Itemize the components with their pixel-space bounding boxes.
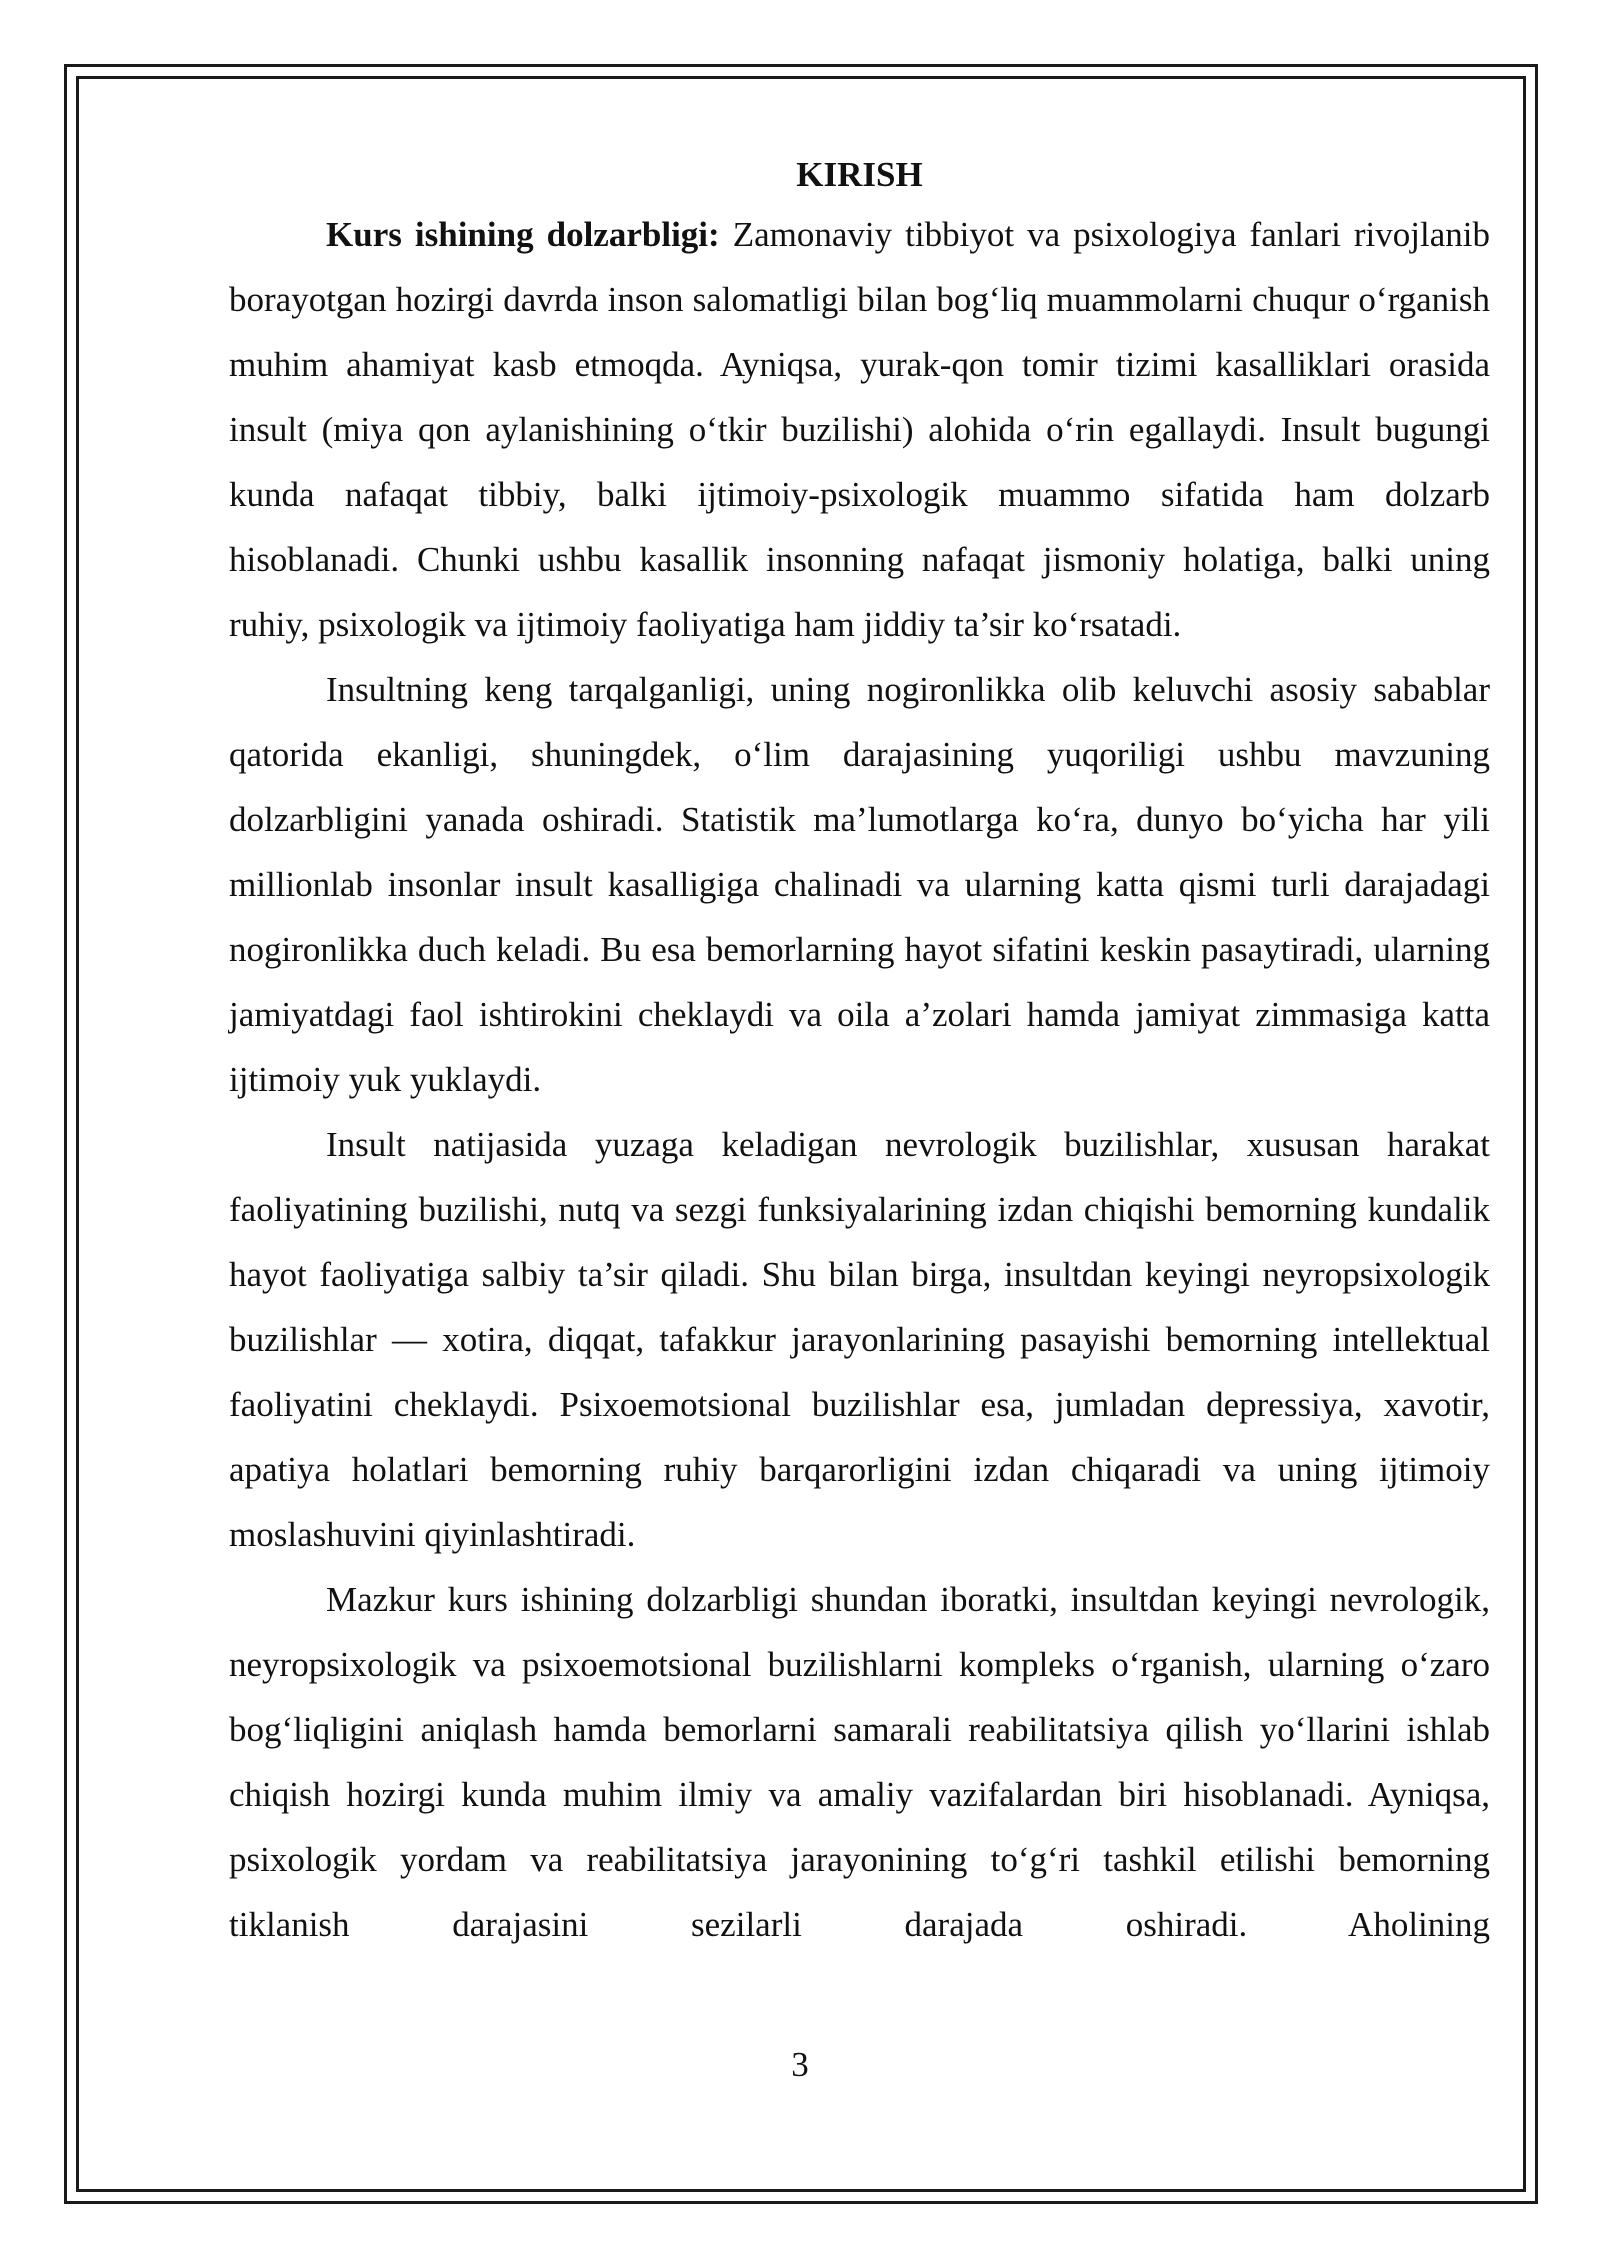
page-number: 3 (791, 2045, 809, 2084)
paragraph-relevance (229, 202, 1490, 657)
document-body (229, 148, 1490, 1957)
paragraph-disorders: Insult natijasida yuzaga keladigan nevrologik buzilishlar, xususan harakat faoliyatining buzilishi, nutq va sezgi funksiyalarining izdan chiqishi bemorning kundalik hayot faoliyatiga salbiy ta’sir qiladi. Shu bilan birga, insultdan keyingi neyropsixologik buzilishlar — xotira, diqqat, tafakkur jarayonlarining pasayishi bemorning intellektual faoliyatini cheklaydi. Psixoemotsional buzilishlar esa, jumladan depressiya, xavotir, apatiya holatlari bemorning ruhiy barqarorligini izdan chiqaradi va uning ijtimoiy moslashuvini qiyinlashtiradi. (229, 1125, 1490, 1554)
paragraph-course-relevance: Mazkur kurs ishining dolzarbligi shundan iboratki, insultdan keyingi nevrologik, neyropsixologik va psixoemotsional buzilishlarni kompleks o‘rganish, ularning o‘zaro bog‘liqligini aniqlash hamda bemorlarni samarali reabilitatsiya qilish yo‘llarini ishlab chiqish hozirgi kunda muhim ilmiy va amaliy vazifalardan biri hisoblanadi. Ayniqsa, psixologik yordam va reabilitatsiya jarayonining to‘g‘ri tashkil etilishi bemorning tiklanish darajasini sezilarli darajada oshiradi. Aholining (229, 1580, 1490, 1944)
paragraph-lead-heading: Kurs ishining dolzarbligi: (326, 215, 720, 254)
section-title: KIRISH (796, 155, 923, 194)
paragraph-prevalence: Insultning keng tarqalganligi, uning nogironlikka olib keluvchi asosiy sabablar qatorida ekanligi, shuningdek, o‘lim darajasining yuqoriligi ushbu mavzuning dolzarbligini yanada oshiradi. Statistik ma’lumotlarga ko‘ra, dunyo bo‘yicha har yili millionlab insonlar insult kasalligiga chalinadi va ularning katta qismi turli darajadagi nogironlikka duch keladi. Bu esa bemorlarning hayot sifatini keskin pasaytiradi, ularning jamiyatdagi faol ishtirokini cheklaydi va oila a’zolari hamda jamiyat zimmasiga katta ijtimoiy yuk yuklaydi. (229, 670, 1490, 1099)
paragraph-text: Zamonaviy tibbiyot va psixologiya fanlari rivojlanib borayotgan hozirgi davrda inson salomatligi bilan bog‘liq muammolarni chuqur o‘rganish muhim ahamiyat kasb etmoqda. Ayniqsa, yurak-qon tomir tizimi kasalliklari orasida insult (miya qon aylanishining o‘tkir buzilishi) alohida o‘rin egallaydi. Insult bugungi kunda nafaqat tibbiy, balki ijtimoiy-psixologik muammo sifatida ham dolzarb hisoblanadi. Chunki ushbu kasallik insonning nafaqat jismoniy holatiga, balki uning ruhiy, psixologik va ijtimoiy faoliyatiga ham jiddiy ta’sir ko‘rsatadi. (229, 215, 1490, 644)
